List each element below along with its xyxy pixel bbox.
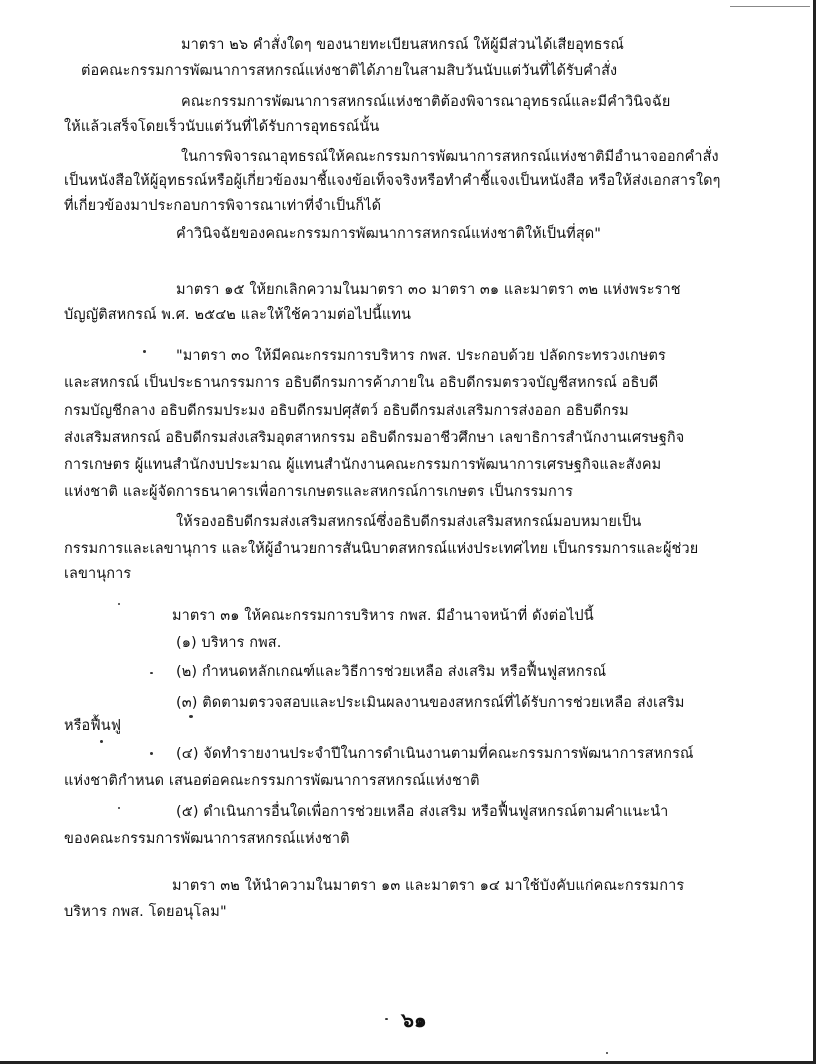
scan-speck [189, 715, 193, 718]
text-line: (๔) จัดทำรายงานประจำปีในการดำเนินงานตามที่คณะกรรมการพัฒนาการสหกรณ์ [176, 746, 694, 762]
text-line: ส่งเสริมสหกรณ์ อธิบดีกรมส่งเสริมอุตสาหกรรม อธิบดีกรมอาชีวศึกษา เลขาธิการสำนักงานเศรษฐกิจ [64, 430, 685, 446]
text-line: (๒) กำหนดหลักเกณฑ์และวิธีการช่วยเหลือ ส่งเสริม หรือฟื้นฟูสหกรณ์ [176, 664, 607, 680]
text-line: (๓) ติดตามตรวจสอบและประเมินผลงานของสหกรณ์ที่ได้รับการช่วยเหลือ ส่งเสริม [176, 695, 685, 711]
text-line: มาตรา ๓๒ ให้นำความในมาตรา ๑๓ และมาตรา ๑๔ มาใช้บังคับแก่คณะกรรมการ [172, 878, 685, 894]
text-line: เป็นหนังสือให้ผู้อุทธรณ์หรือผู้เกี่ยวข้องมาชี้แจงข้อเท็จจริงหรือทำคำชี้แจงเป็นหนังสือ หรือให้ส่งเอกสารใดๆ [64, 173, 721, 189]
scan-speck [118, 603, 120, 605]
text-line: มาตรา ๒๖ คำสั่งใดๆ ของนายทะเบียนสหกรณ์ ให้ผู้มีส่วนได้เสียอุทธรณ์ [181, 37, 624, 53]
scan-speck [150, 672, 153, 674]
text-line: (๑) บริหาร กพส. [176, 635, 282, 651]
text-line: ต่อคณะกรรมการพัฒนาการสหกรณ์แห่งชาติได้ภายในสามสิบวันนับแต่วันที่ได้รับคำสั่ง [81, 63, 618, 79]
text-line: บริหาร กพส. โดยอนุโลม" [64, 904, 227, 920]
text-line: มาตรา ๑๕ ให้ยกเลิกความในมาตรา ๓๐ มาตรา ๓๑ และมาตรา ๓๒ แห่งพระราช [176, 282, 681, 298]
scan-speck [100, 740, 103, 743]
page-number: ๖๑ [401, 1008, 427, 1032]
text-line: กรมบัญชีกลาง อธิบดีกรมประมง อธิบดีกรมปศุสัตว์ อธิบดีกรมส่งเสริมการส่งออก อธิบดีกรม [64, 403, 629, 419]
scan-speck [150, 752, 153, 755]
text-line: ให้รองอธิบดีกรมส่งเสริมสหกรณ์ซึ่งอธิบดีกรมส่งเสริมสหกรณ์มอบหมายเป็น [176, 514, 642, 530]
text-line: ที่เกี่ยวข้องมาประกอบการพิจารณาเท่าที่จำเป็นก็ได้ [64, 198, 382, 214]
scan-edge-top [730, 6, 810, 7]
text-line: คณะกรรมการพัฒนาการสหกรณ์แห่งชาติต้องพิจารณาอุทธรณ์และมีคำวินิจฉัย [181, 94, 671, 110]
text-line: และสหกรณ์ เป็นประธานกรรมการ อธิบดีกรมการค้าภายใน อธิบดีกรมตรวจบัญชีสหกรณ์ อธิบดี [64, 375, 659, 391]
text-line: คำวินิจฉัยของคณะกรรมการพัฒนาการสหกรณ์แห่งชาติให้เป็นที่สุด" [176, 226, 602, 242]
scan-speck [118, 807, 120, 809]
text-line: บัญญัติสหกรณ์ พ.ศ. ๒๕๔๒ และให้ใช้ความต่อไปนี้แทน [64, 307, 412, 323]
text-line: ให้แล้วเสร็จโดยเร็วนับแต่วันที่ได้รับการอุทธรณ์นั้น [64, 119, 380, 135]
text-line: เลขานุการ [64, 566, 132, 582]
text-line: "มาตรา ๓๐ ให้มีคณะกรรมการบริหาร กพส. ประกอบด้วย ปลัดกระทรวงเกษตร [176, 348, 666, 364]
text-line: การเกษตร ผู้แทนสำนักงบประมาณ ผู้แทนสำนักงานคณะกรรมการพัฒนาการเศรษฐกิจและสังคม [64, 457, 662, 473]
scan-speck [385, 1018, 388, 1020]
text-line: ของคณะกรรมการพัฒนาการสหกรณ์แห่งชาติ [64, 831, 350, 847]
scan-speck [606, 1052, 608, 1054]
text-line: กรรมการและเลขานุการ และให้ผู้อำนวยการสันนิบาตสหกรณ์แห่งประเทศไทย เป็นกรรมการและผู้ช่วย [64, 541, 699, 557]
text-line: หรือฟื้นฟู [64, 718, 122, 734]
text-line: มาตรา ๓๑ ให้คณะกรรมการบริหาร กพส. มีอำนาจหน้าที่ ดังต่อไปนี้ [172, 608, 594, 624]
scan-speck [143, 350, 146, 353]
text-line: ในการพิจารณาอุทธรณ์ให้คณะกรรมการพัฒนาการสหกรณ์แห่งชาติมีอำนาจออกคำสั่ง [181, 149, 719, 165]
text-line: (๕) ดำเนินการอื่นใดเพื่อการช่วยเหลือ ส่งเสริม หรือฟื้นฟูสหกรณ์ตามคำแนะนำ [176, 804, 669, 820]
text-line: แห่งชาติกำหนด เสนอต่อคณะกรรมการพัฒนาการสหกรณ์แห่งชาติ [64, 773, 480, 789]
text-line: แห่งชาติ และผู้จัดการธนาคารเพื่อการเกษตรและสหกรณ์การเกษตร เป็นกรรมการ [64, 484, 574, 500]
